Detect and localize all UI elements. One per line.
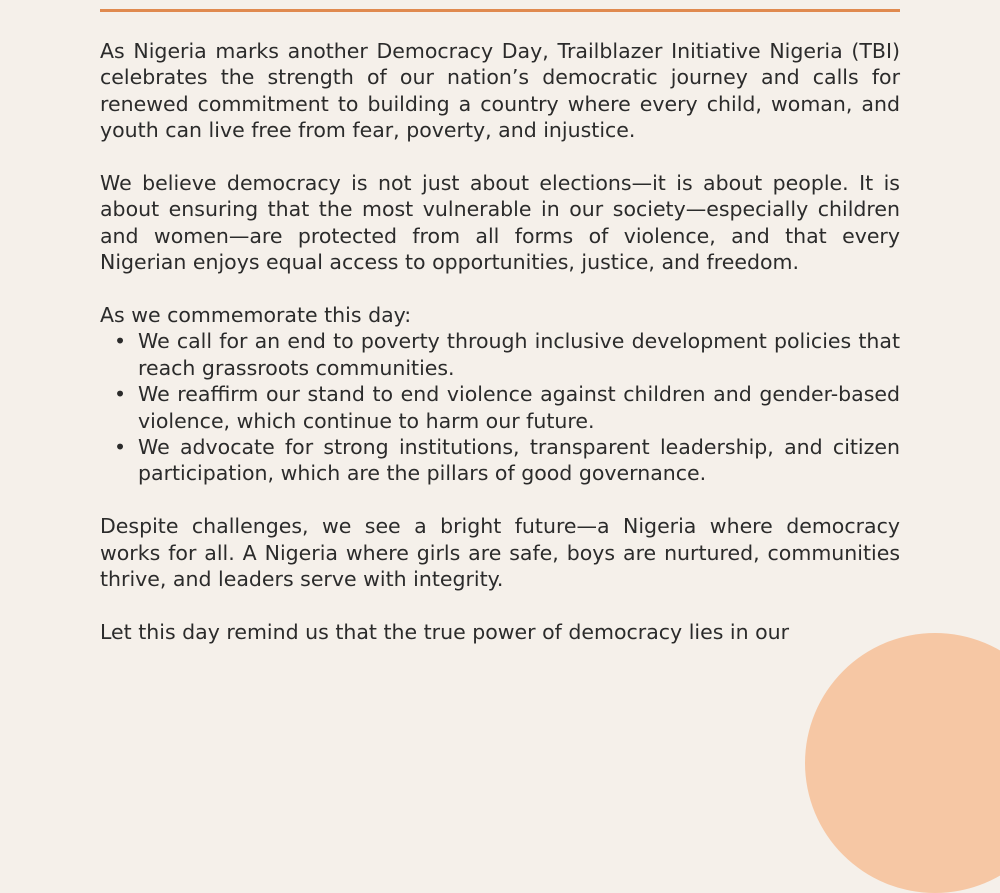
decorative-circle (805, 633, 1000, 893)
list-intro: As we commemorate this day: (100, 303, 412, 328)
paragraph-democracy-belief: We believe democracy is not just about elections—it is about people. It is about ensuring that the most vulnerable in our society—especially children and women—are protected from all forms of violence, and that every Nigerian enjoys equal access to opportunities, justice, and freedom. (100, 171, 900, 275)
commitment-list (100, 328, 900, 486)
paragraph-closing-partial: Let this day remind us that the true power of democracy lies in our (100, 619, 790, 644)
paragraph-bright-future: Despite challenges, we see a bright future—a Nigeria where democracy works for all. A Nigeria where girls are safe, boys are nurtured, communities thrive, and leaders serve with integrity. (100, 514, 900, 592)
paragraph-intro: As Nigeria marks another Democracy Day, Trailblazer Initiative Nigeria (TBI) celebrates the strength of our nation’s democratic journey and calls for renewed commitment to building a country where every child, woman, and youth can live free from fear, poverty, and injustice. (100, 39, 900, 143)
list-item: • We advocate for strong institutions, transparent leadership, and citizen participation, which are the pillars of good governance. (138, 434, 900, 487)
header-divider (100, 9, 900, 12)
list-item: • We call for an end to poverty through inclusive development policies that reach grassroots communities. (138, 328, 900, 381)
statement-body (100, 38, 900, 672)
list-item: • We reaffirm our stand to end violence against children and gender-based violence, which continue to harm our future. (138, 381, 900, 434)
